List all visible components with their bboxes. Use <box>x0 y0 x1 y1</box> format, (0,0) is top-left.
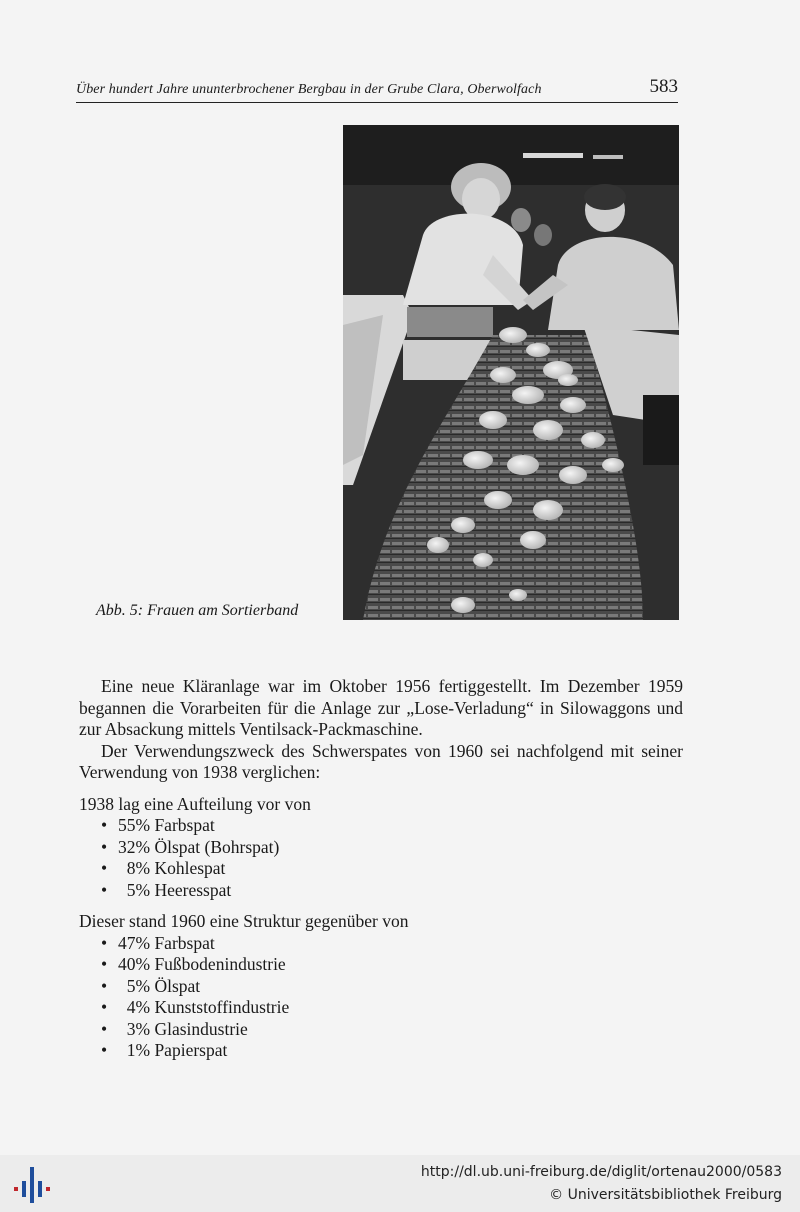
list-item: • 4% Kunststoffindustrie <box>101 997 683 1019</box>
running-title: Über hundert Jahre ununterbrochener Bergbau in der Grube Clara, Oberwolfach <box>76 82 542 97</box>
paragraph: Eine neue Kläranlage war im Oktober 1956 fertiggestellt. Im Dezember 1959 begannen die Vorarbeiten für die Anlage zur „Lose-Verladung“ in Silowaggons und zur Absackung mittels Ventilsack-Packmaschine. <box>79 676 683 739</box>
digitization-footer <box>0 1155 800 1212</box>
running-header <box>76 76 678 103</box>
list-item: • 8% Kohlespat <box>101 858 683 880</box>
list-item: • 32% Ölspat (Bohrspat) <box>101 837 683 859</box>
list-item: • 47% Farbspat <box>101 933 683 955</box>
list-1960 <box>79 933 683 1062</box>
page-number: 583 <box>649 76 678 97</box>
list-item: • 40% Fußbodenindustrie <box>101 954 683 976</box>
list-item: • 1% Papierspat <box>101 1040 683 1062</box>
source-url-link[interactable]: http://dl.ub.uni-freiburg.de/diglit/ortenau2000/0583 <box>420 1164 782 1180</box>
photo-women-at-sorting-belt <box>343 125 679 620</box>
list-item: • 5% Heeresspat <box>101 880 683 902</box>
list-intro-1960: Dieser stand 1960 eine Struktur gegenüber von <box>79 911 409 931</box>
list-intro-1938: 1938 lag eine Aufteilung vor von <box>79 793 311 814</box>
list-item: • 3% Glasindustrie <box>101 1019 683 1041</box>
figure-caption: Abb. 5: Frauen am Sortierband <box>96 602 299 619</box>
list-item: • 5% Ölspat <box>101 976 683 998</box>
ub-freiburg-logo-icon[interactable] <box>12 1165 52 1205</box>
copyright-notice: © Universitätsbibliothek Freiburg <box>549 1187 782 1203</box>
list-1938 <box>79 815 683 901</box>
list-item: • 55% Farbspat <box>101 815 683 837</box>
photo-image <box>343 125 679 620</box>
body-text <box>79 676 683 1062</box>
paragraph: Der Verwendungszweck des Schwerspates von 1960 sei nachfolgend mit seiner Verwendung von 1938 verglichen: <box>79 740 683 782</box>
